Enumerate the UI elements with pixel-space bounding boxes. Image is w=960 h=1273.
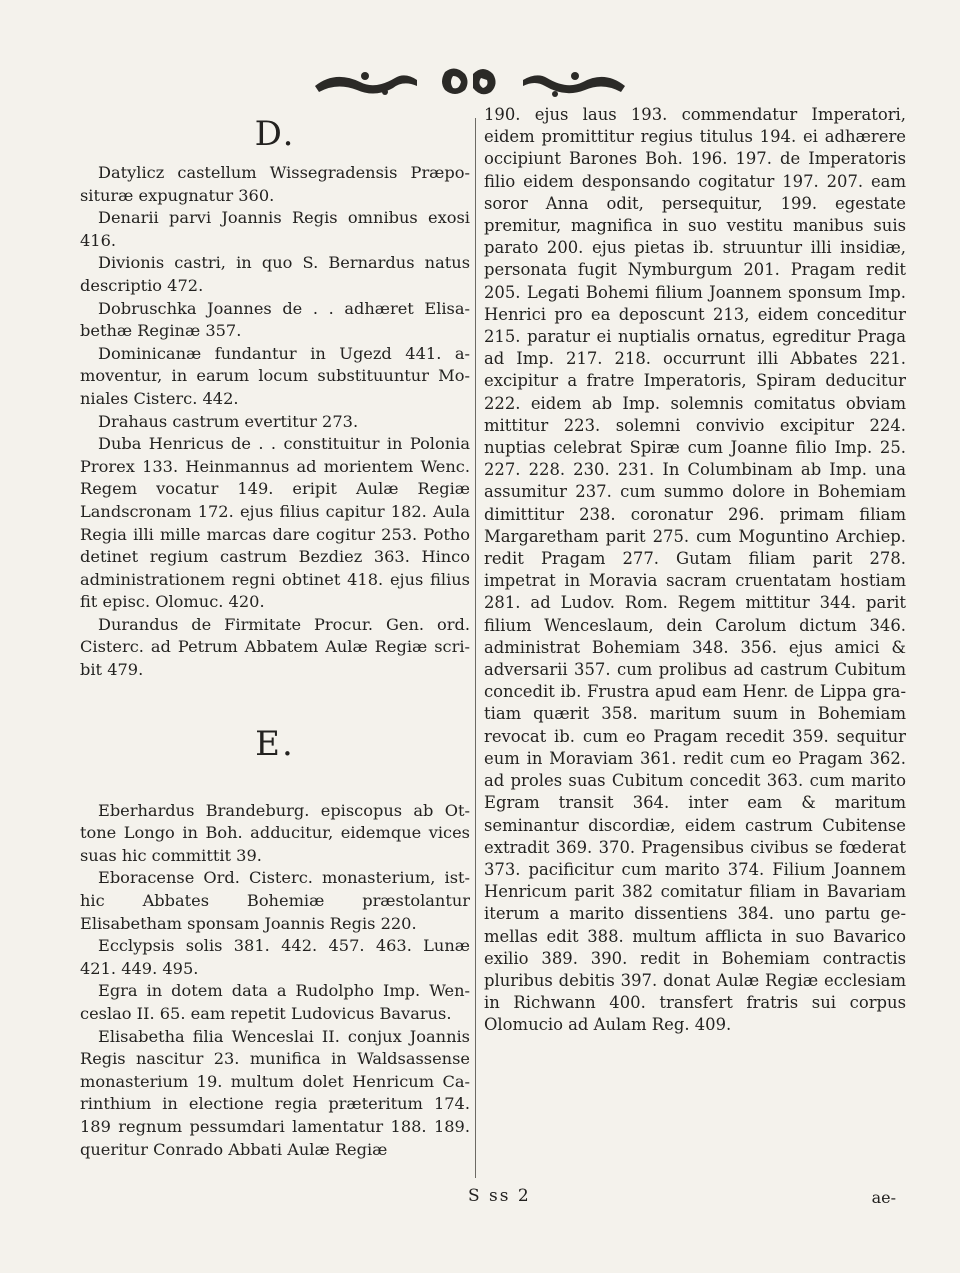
index-entry: Durandus de Firmitate Procur. Gen. ord. Cisterc. ad Petrum Abbatem Aulæ Regiæ scribit 479. [80,614,470,680]
left-column [80,108,470,1161]
index-entry: Elisabetha filia Wenceslai II. conjux Joannis Regis nascitur 23. munifica in Waldsassense monasterium 19. multum dolet Henricum Carinthium in electione regia præteritum 174. 189 regnum pessumdari lamentatur 188. 189. queritur Conrado Abbati Aulæ Regiæ [80,1026,470,1159]
index-entry-continued: 190. ejus laus 193. commendatur Imperatori, eidem promittitur regius titulus 194. ei adhærere occipiunt Barones Boh. 196. 197. de Imperatoris filio eidem desponsando cogitatur 197. 207. eam soror Anna odit, persequitur, 199. egestate premitur, magnifica in suo vestitu manibus suis parato 200. ejus pietas ib. struuntur illi insidiæ, personata fugit Nymburgum 201. Pragam redit 205. Legati Bohemi filium Joannem sponsum Imp. Henrici pro ea deposcunt 213, eidem conceditur 215. paratur ei nuptialis ornatus, egreditur Praga ad Imp. 217. 218. occurrunt illi Abbates 221. excipitur a fratre Imperatoris, Spiram deducitur 222. eidem ab Imp. solemnis comitatus obviam mittitur 223. solemni convivio excipitur 224. nuptias celebrat Spiræ cum Joanne filio Imp. 25. 227. 228. 230. 231. In Columbinam ab Imp. una assumitur 237. cum summo dolore in Bohemiam dimittitur 238. coronatur 296. primam filiam Margaretham parit 275. cum Moguntino Archiep. redit Pragam 277. Gutam filiam parit 278. impetrat in Moravia sacram cruentatam hostiam 281. ad Ludov. Rom. Regem mittitur 344. parit filium Wenceslaum, dein Carolum dictum 346. administrat Bohemiam 348. 356. ejus amici & adversarii 357. cum prolibus ad castrum Cubitum concedit ib. Frustra apud eam Henr. de Lippa gratiam quærit 358. maritum suum in Bohemiam revocat ib. cum eo Pragam recedit 359. sequitur eum in Moraviam 361. redit cum eo Pragam 362. ad proles suas Cubitum concedit 363. cum marito Egram transit 364. inter eam & maritum seminantur discordiæ, eidem castrum Cubitense extradit 369. 370. Pragensibus civibus se fœderat 373. pacificitur cum marito 374. Filium Joannem Henricum parit 382 comitatur filiam in Bavariam iterum a marito dissentiens 384. uno partu gemellas edit 388. multum afflicta in suo Bavarico exilio 389. 390. redit in Bohemiam contractis pluribus debitis 397. donat Aulæ Regiæ ecclesiam in Richwann 400. transfert fratris sui corpus Olomucio ad Aulam Reg. 409. [484,105,906,1035]
index-entry: Drahaus castrum evertitur 273. [98,411,359,431]
index-entry: Dominicanæ fundantur in Ugezd 441. amoventur, in earum locum substituuntur Moniales Cisterc. 442. [80,343,470,408]
index-entry: Egra in dotem data a Rudolpho Imp. Wenceslao II. 65. eam repetit Ludovicus Bavarus. [80,981,470,1023]
index-entry: Datylicz castellum Wissegradensis Præposituræ expugnatur 360. [80,163,470,205]
index-entry: Eboracense Ord. Cisterc. monasterium, isthic Abbates Bohemiæ præstolantur Elisabetham sponsam Joannis Regis 220. [80,868,470,933]
index-entry: Ecclypsis solis 381. 442. 457. 463. Lunæ 421. 449. 495. [80,936,470,978]
index-entry: Denarii parvi Joannis Regis omnibus exosi 416. [80,208,470,250]
column-divider [475,118,476,1178]
index-entry: Duba Henricus de . . constituitur in Polonia Prorex 133. Heinmannus ad morientem Wenc. Regem vocatur 149. eripit Aulæ Regiæ Landscronam 172. ejus filius capitur 182. Aula Regia illi mille marcas dare cogitur 253. Potho detinet regium castrum Bezdiez 363. Hinco administrationem regni obtinet 418. ejus filius fit episc. Olomuc. 420. [80,434,470,612]
section-heading-d: D. [254,114,296,154]
signature-mark: S ss 2 [468,1186,531,1206]
catchword: ae- [871,1188,896,1207]
index-entry: Divionis castri, in quo S. Bernardus natus descriptio 472. [80,253,470,295]
decorative-ornament-icon [305,62,635,104]
section-heading-e: E. [255,723,295,764]
right-column [484,104,906,1037]
index-entry: Eberhardus Brandeburg. episcopus ab Ottone Longo in Boh. adducitur, eidemque vices suas hic committit 39. [80,800,470,865]
index-entry: Dobruschka Joannes de . . adhæret Elisabethæ Reginæ 357. [80,298,470,341]
